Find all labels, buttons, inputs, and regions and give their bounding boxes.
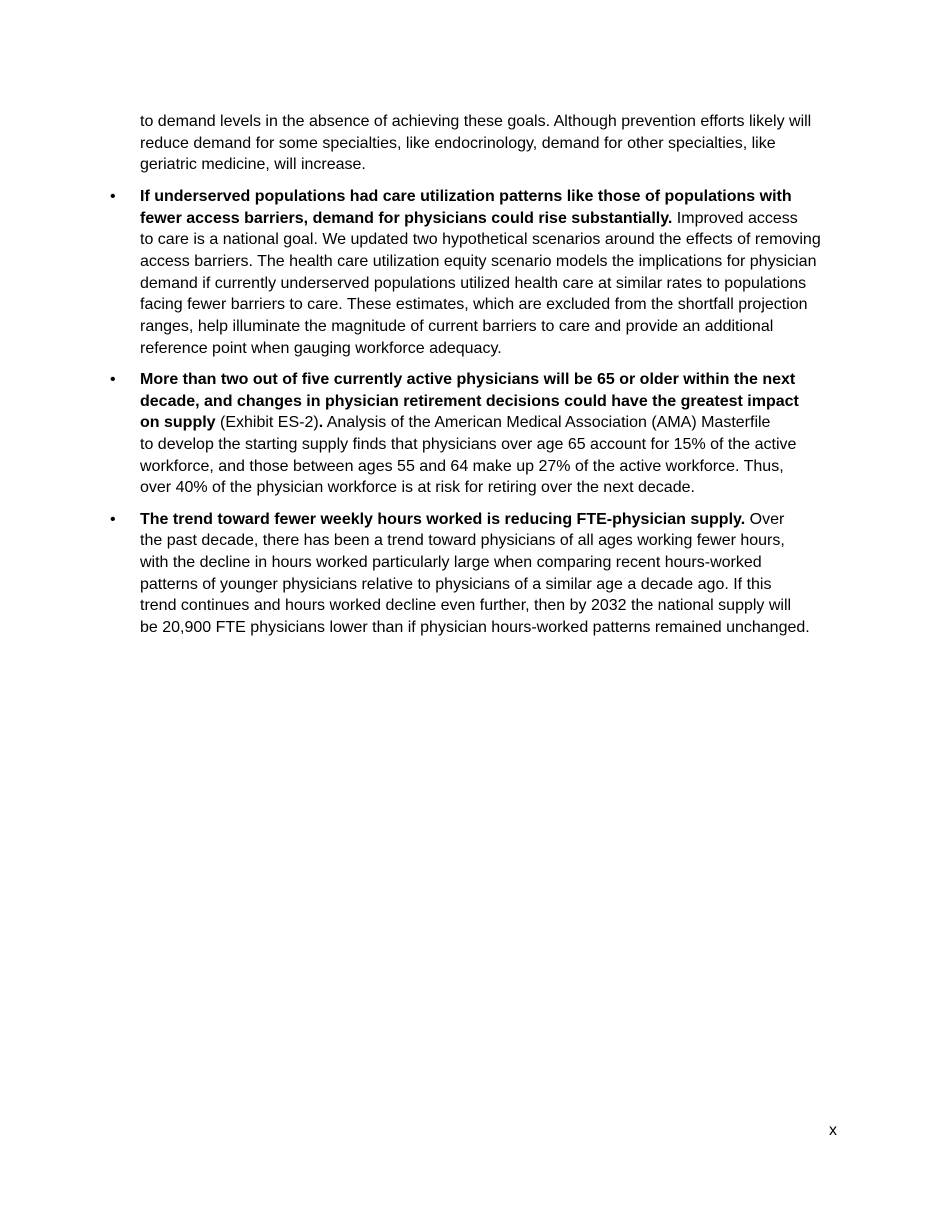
bullet-line: access barriers. The health care utilization equity scenario models the implications for physician (140, 253, 817, 270)
bullet-line: facing fewer barriers to care. These estimates, which are excluded from the shortfall projection (140, 296, 808, 313)
bullet-line: More than two out of five currently active physicians will be 65 or older within the next (140, 371, 796, 388)
bullet-line: on supply (Exhibit ES-2). Analysis of the American Medical Association (AMA) Masterfile (140, 414, 771, 431)
bullet-line: workforce, and those between ages 55 and 64 make up 27% of the active workforce. Thus, (140, 458, 784, 475)
paragraph-line: reduce demand for some specialties, like endocrinology, demand for other specialties, like (140, 135, 776, 152)
bullet-line: the past decade, there has been a trend toward physicians of all ages working fewer hours, (140, 532, 785, 549)
bullet-line: ranges, help illuminate the magnitude of current barriers to care and provide an additional (140, 318, 774, 335)
bullet-line: to develop the starting supply finds that physicians over age 65 account for 15% of the active (140, 436, 797, 453)
bullet-marker: • (110, 371, 116, 388)
paragraph-line: geriatric medicine, will increase. (140, 156, 366, 173)
bullet-line: patterns of younger physicians relative to physicians of a similar age a decade ago. If this (140, 576, 772, 593)
bullet-line: The trend toward fewer weekly hours worked is reducing FTE-physician supply. Over (140, 511, 785, 528)
bullet-line: demand if currently underserved populations utilized health care at similar rates to populations (140, 275, 807, 292)
bullet-line: trend continues and hours worked decline even further, then by 2032 the national supply will (140, 597, 792, 614)
bullet-line: with the decline in hours worked particularly large when comparing recent hours-worked (140, 554, 762, 571)
bullet-line: decade, and changes in physician retirement decisions could have the greatest impact (140, 393, 799, 410)
bullet-line: over 40% of the physician workforce is at risk for retiring over the next decade. (140, 479, 695, 496)
bullet-line: fewer access barriers, demand for physicians could rise substantially. Improved access (140, 210, 798, 227)
bullet-marker: • (110, 511, 116, 528)
page-number: x (829, 1122, 837, 1139)
bullet-marker: • (110, 188, 116, 205)
bullet-line: to care is a national goal. We updated two hypothetical scenarios around the effects of removing (140, 231, 821, 248)
bullet-line: be 20,900 FTE physicians lower than if physician hours-worked patterns remained unchanged. (140, 619, 810, 636)
paragraph-line: to demand levels in the absence of achieving these goals. Although prevention efforts likely will (140, 113, 812, 130)
bullet-line: If underserved populations had care utilization patterns like those of populations with (140, 188, 792, 205)
bullet-line: reference point when gauging workforce adequacy. (140, 340, 502, 357)
